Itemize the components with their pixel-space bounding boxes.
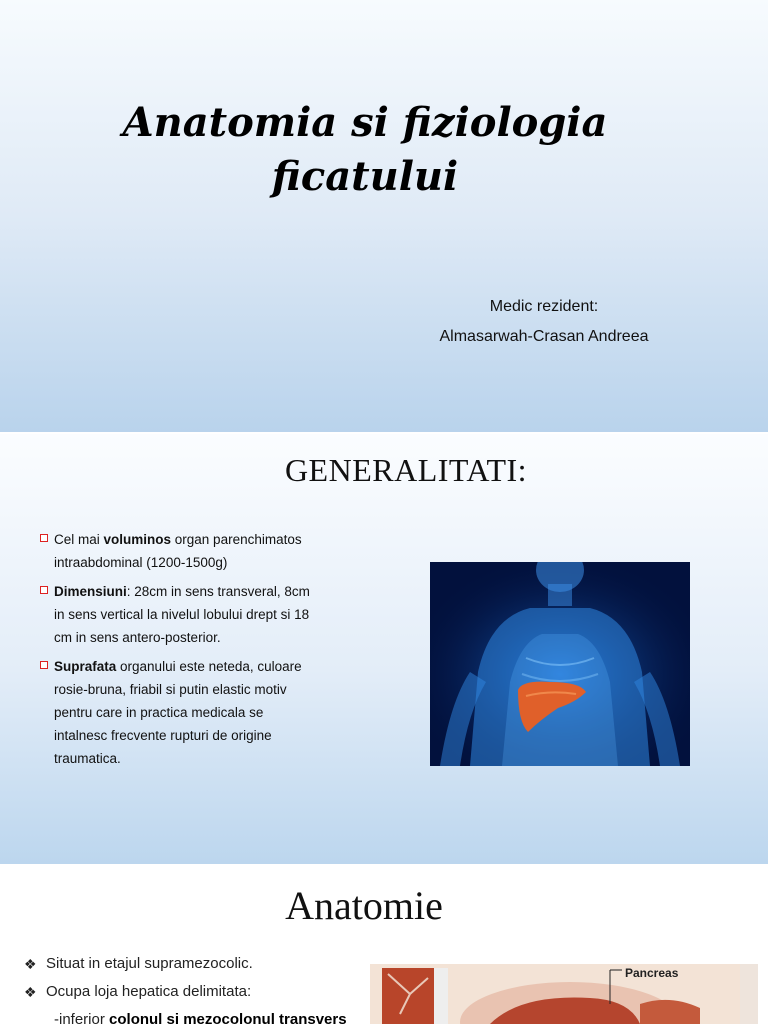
- abdominal-organs-image: [370, 964, 758, 1024]
- checkbox-bullet-icon: [40, 661, 48, 669]
- bullet-bold: Dimensiuni: [54, 584, 127, 599]
- bullet-item: [40, 580, 310, 649]
- slide-heading: Anatomie: [285, 883, 443, 928]
- title-slide: [0, 0, 768, 432]
- sub-item-prefix: -inferior: [54, 1011, 110, 1024]
- liver-anatomy-image: [430, 562, 690, 766]
- title-line-2: ficatului: [271, 153, 459, 200]
- bullet-bold: Suprafata: [54, 659, 117, 674]
- bullet-item: [40, 528, 310, 574]
- title-line-1: Anatomia si fiziologia: [122, 99, 608, 146]
- bullet-list: [40, 528, 310, 776]
- bullet-lead: Cel mai: [54, 532, 104, 547]
- list-item: [24, 950, 364, 978]
- list-item-text: Ocupa loja hepatica delimitata:: [46, 983, 252, 1000]
- list-item-text: Situat in etajul supramezocolic.: [46, 955, 253, 972]
- sub-item-bold: colonul si mezocolonul transvers: [109, 1011, 347, 1024]
- bullet-text: organului este neteda, culoare rosie-bruna, friabil si putin elastic motiv pentru care in practica medicala se intalnesc frecvente rupturi de origine traumatica.: [54, 659, 302, 766]
- generalitati-slide: [0, 434, 768, 864]
- diamond-bullet-icon: ❖: [24, 956, 37, 972]
- bullet-text: : 28cm in sens transveral, 8cm in sens vertical la nivelul lobului drept si 18 cm in sens antero-posterior.: [54, 584, 310, 645]
- presentation-title: [40, 96, 690, 204]
- author-label: Medic rezident:: [489, 298, 599, 315]
- list-item: [24, 978, 364, 1006]
- torso-illustration: [430, 562, 690, 766]
- author-block: [404, 292, 684, 352]
- checkbox-bullet-icon: [40, 534, 48, 542]
- anatomy-list: [24, 950, 364, 1024]
- bullet-bold: voluminos: [103, 532, 172, 547]
- pancreas-label: Pancreas: [625, 966, 679, 980]
- organs-illustration: [370, 964, 758, 1024]
- author-name: Almasarwah-Crasan Andreea: [439, 328, 649, 345]
- bullet-text: organ parenchimatos intraabdominal (1200-1500g): [54, 532, 302, 570]
- checkbox-bullet-icon: [40, 586, 48, 594]
- diamond-bullet-icon: ❖: [24, 984, 37, 1000]
- bullet-item: [40, 655, 310, 770]
- sub-list-item: [24, 1006, 364, 1024]
- slide-heading: GENERALITATI:: [284, 452, 528, 488]
- anatomie-slide: [0, 866, 768, 1024]
